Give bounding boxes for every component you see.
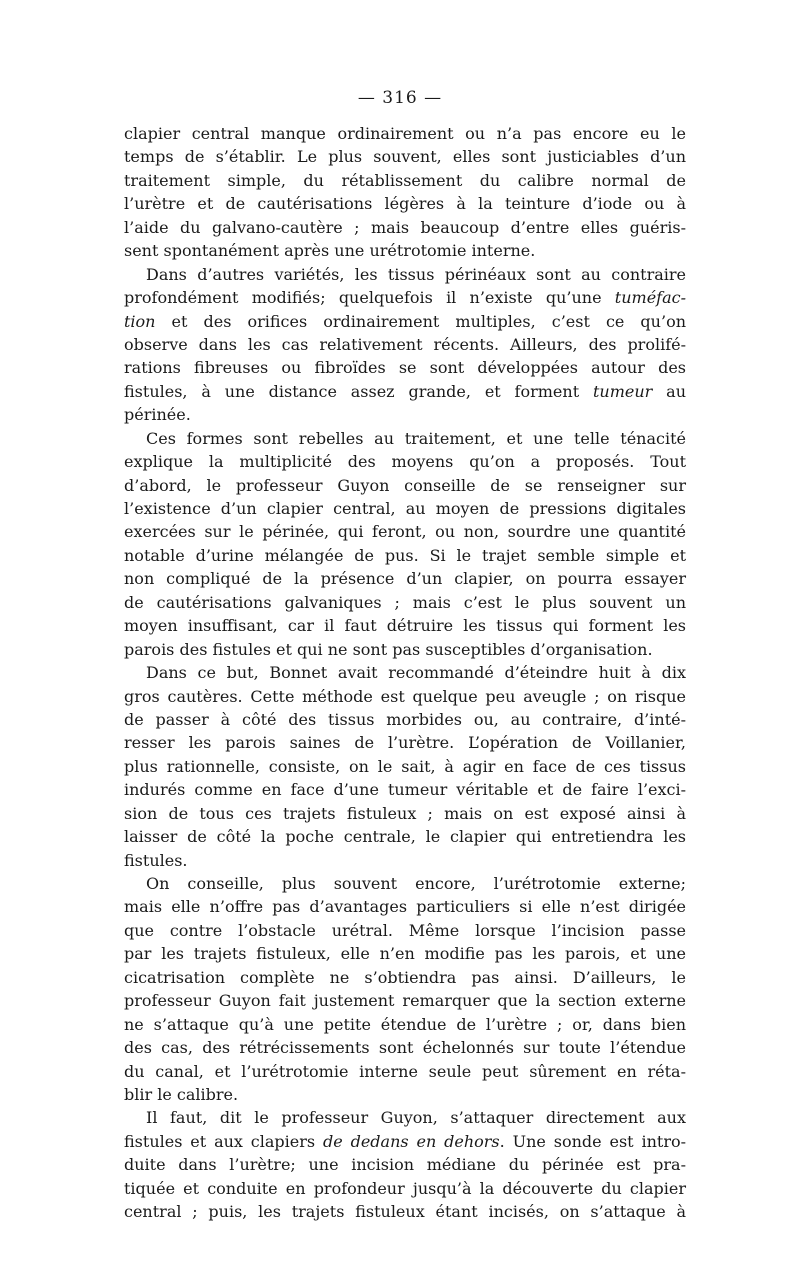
text-run: professeur Guyon fait justement remarquer que la section externe xyxy=(124,991,686,1011)
text-run: traitement simple, du rétablissement du calibre normal de xyxy=(124,170,686,190)
text-run: On conseille, plus souvent encore, l’urétrotomie externe; xyxy=(146,874,686,893)
italic-text: tuméfac- xyxy=(614,288,686,308)
italic-text: tion xyxy=(124,311,156,331)
text-run: tiquée et conduite en profondeur jusqu’à la découverte du clapier xyxy=(124,1178,686,1198)
page-body-text xyxy=(124,122,686,1224)
text-run: central ; puis, les trajets fistuleux étant incisés, on s’attaque à xyxy=(124,1202,686,1222)
text-run: ne s’attaque qu’à une petite étendue de l’urètre ; or, dans bien xyxy=(124,1014,686,1034)
text-line xyxy=(124,614,686,637)
text-line xyxy=(124,685,686,708)
text-run: moyen insuffisant, car il faut détruire les tissus qui forment les xyxy=(124,616,686,636)
text-run: sion de tous ces trajets fistuleux ; mais on est exposé ainsi à xyxy=(124,803,686,823)
text-line xyxy=(124,333,686,356)
text-run: Ces formes sont rebelles au traitement, et une telle ténacité xyxy=(146,428,686,448)
text-line xyxy=(124,825,686,848)
text-line xyxy=(124,450,686,473)
text-line xyxy=(124,849,686,872)
text-run: blir le calibre. xyxy=(124,1084,239,1104)
text-run: d’abord, le professeur Guyon conseille de se renseigner sur xyxy=(124,475,686,495)
text-run: non compliqué de la présence d’un clapier, on pourra essayer xyxy=(124,569,686,589)
text-line xyxy=(124,380,686,403)
text-run: fistules et aux clapiers xyxy=(124,1131,323,1151)
text-line xyxy=(124,310,686,333)
text-run: resser les parois saines de l’urètre. L’opération de Voillanier, xyxy=(124,733,686,753)
text-run: du canal, et l’urétrotomie interne seule peut sûrement en réta- xyxy=(124,1061,686,1081)
paragraph xyxy=(124,872,686,1106)
paragraph xyxy=(124,427,686,661)
text-run: Il faut, dit le professeur Guyon, s’attaquer directement aux xyxy=(146,1108,686,1128)
text-run: laisser de côté la poche centrale, le clapier qui entretiendra les xyxy=(124,827,686,847)
paragraph xyxy=(124,1106,686,1223)
text-run: de cautérisations galvaniques ; mais c’est le plus souvent un xyxy=(124,592,686,612)
text-run: par les trajets fistuleux, elle n’en modifie pas les parois, et une xyxy=(124,944,686,964)
text-run: l’existence d’un clapier central, au moyen de pressions digitales xyxy=(124,499,686,518)
text-run: plus rationnelle, consiste, on le sait, à agir en face de ces tissus xyxy=(124,756,686,776)
text-line xyxy=(124,1153,686,1176)
text-line xyxy=(124,497,686,520)
text-line xyxy=(124,1060,686,1083)
text-run: rations fibreuses ou fibroïdes se sont développées autour des xyxy=(124,358,686,378)
text-line xyxy=(124,1177,686,1200)
paragraph xyxy=(124,122,686,263)
text-line xyxy=(124,1083,686,1106)
text-line xyxy=(124,192,686,215)
page-number: — 316 — xyxy=(357,88,443,108)
text-line xyxy=(124,638,686,661)
paragraph xyxy=(124,263,686,427)
text-line xyxy=(124,474,686,497)
text-line xyxy=(124,216,686,239)
text-line xyxy=(124,755,686,778)
text-line xyxy=(124,122,686,145)
text-line xyxy=(124,731,686,754)
text-run: profondément modifiés; quelquefois il n’existe qu’une xyxy=(124,288,615,308)
text-run: temps de s’établir. Le plus souvent, elles sont justiciables d’un xyxy=(124,147,686,167)
italic-text: de dedans en dehors xyxy=(323,1131,500,1151)
text-run: explique la multiplicité des moyens qu’on a proposés. Tout xyxy=(124,452,686,472)
text-run: mais elle n’offre pas d’avantages particuliers si elle n’est dirigée xyxy=(124,897,686,917)
text-run: l’aide du galvano-cautère ; mais beaucoup d’entre elles guéris- xyxy=(124,217,686,237)
text-run: fistules, à une distance assez grande, et forment xyxy=(124,381,593,401)
text-line xyxy=(124,1036,686,1059)
text-line xyxy=(124,966,686,989)
text-line xyxy=(124,544,686,567)
text-line xyxy=(124,872,686,895)
text-run: sent spontanément après une urétrotomie interne. xyxy=(124,241,536,261)
text-run: parois des fistules et qui ne sont pas susceptibles d’organisation. xyxy=(124,639,653,659)
text-run: de passer à côté des tissus morbides ou, au contraire, d’inté- xyxy=(124,709,686,729)
paragraph xyxy=(124,661,686,872)
text-line xyxy=(124,591,686,614)
text-line xyxy=(124,708,686,731)
text-run: Dans ce but, Bonnet avait recommandé d’éteindre huit à dix xyxy=(146,663,686,683)
text-run: et des orifices ordinairement multiples, c’est ce qu’on xyxy=(155,311,686,331)
text-run: observe dans les cas relativement récents. Ailleurs, des prolifé- xyxy=(124,334,686,354)
text-line xyxy=(124,427,686,450)
text-run: gros cautères. Cette méthode est quelque peu aveugle ; on risque xyxy=(124,686,686,706)
text-line xyxy=(124,1130,686,1153)
text-line xyxy=(124,895,686,918)
text-run: cicatrisation complète ne s’obtiendra pas ainsi. D’ailleurs, le xyxy=(124,967,686,987)
text-line xyxy=(124,169,686,192)
text-run: l’urètre et de cautérisations légères à la teinture d’iode ou à xyxy=(124,194,686,214)
text-run: au xyxy=(652,381,686,401)
text-run: clapier central manque ordinairement ou n’a pas encore eu le xyxy=(124,124,686,143)
text-run: exercées sur le périnée, qui feront, ou non, sourdre une quantité xyxy=(124,522,686,542)
text-line xyxy=(124,520,686,543)
text-run: Dans d’autres variétés, les tissus périnéaux sont au contraire xyxy=(146,264,686,284)
text-line xyxy=(124,989,686,1012)
text-run: fistules. xyxy=(124,850,188,870)
text-line xyxy=(124,919,686,942)
text-run: périnée. xyxy=(124,405,191,425)
text-line xyxy=(124,1013,686,1036)
text-run: notable d’urine mélangée de pus. Si le trajet semble simple et xyxy=(124,545,686,565)
text-line xyxy=(124,1106,686,1129)
text-line xyxy=(124,567,686,590)
text-line xyxy=(124,1200,686,1223)
text-run: que contre l’obstacle urétral. Même lorsque l’incision passe xyxy=(124,920,686,940)
text-line xyxy=(124,263,686,286)
text-line xyxy=(124,145,686,168)
text-line xyxy=(124,356,686,379)
text-run: duite dans l’urètre; une incision médiane du périnée est pra- xyxy=(124,1155,686,1175)
text-run: . Une sonde est intro- xyxy=(499,1131,687,1151)
text-line xyxy=(124,942,686,965)
text-line xyxy=(124,286,686,309)
text-run: des cas, des rétrécissements sont échelonnés sur toute l’étendue xyxy=(124,1038,686,1058)
text-line xyxy=(124,239,686,262)
italic-text: tumeur xyxy=(592,381,653,401)
text-line xyxy=(124,778,686,801)
text-line xyxy=(124,403,686,426)
text-line xyxy=(124,661,686,684)
text-run: indurés comme en face d’une tumeur véritable et de faire l’exci- xyxy=(124,780,686,800)
text-line xyxy=(124,802,686,825)
